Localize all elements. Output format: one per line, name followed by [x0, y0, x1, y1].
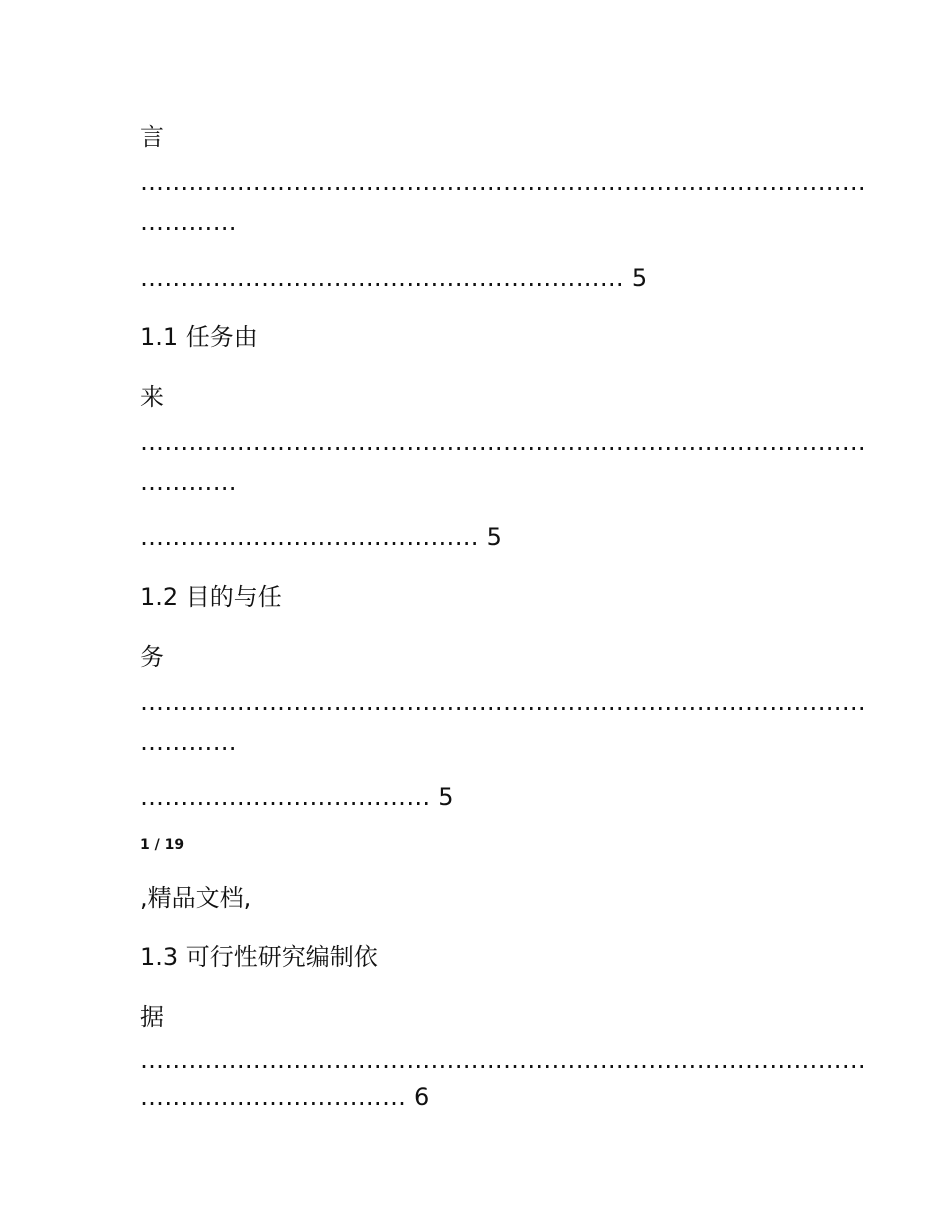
toc-leader-line: ……………………………………………………………………………… [140, 428, 866, 456]
toc-heading-line: 来 [140, 383, 164, 411]
toc-leader-page-line: …………………………………… 5 [140, 523, 503, 551]
document-watermark-text: ,精品文档, [140, 884, 252, 912]
toc-leader-page-line: …………………………… 6 [140, 1083, 430, 1111]
toc-leader-line: ………… [140, 208, 237, 236]
toc-leader-line: ……………………………………………………………………………… [140, 688, 866, 716]
page-indicator: 1 / 19 [140, 837, 185, 853]
toc-heading-line: 1.3 可行性研究编制依 [140, 943, 378, 971]
toc-leader-line: ……………………………………………………………………………… [140, 1046, 866, 1074]
toc-heading-line: 1.2 目的与任 [140, 583, 282, 611]
toc-heading-line: 据 [140, 1003, 164, 1031]
toc-heading-line: 务 [140, 643, 164, 671]
toc-leader-line: ………… [140, 728, 237, 756]
toc-heading-line: 言 [140, 123, 164, 151]
toc-leader-line: ………… [140, 468, 237, 496]
toc-leader-page-line: ……………………………… 5 [140, 783, 454, 811]
toc-leader-line: ……………………………………………………………………………… [140, 168, 866, 196]
toc-heading-line: 1.1 任务由 [140, 323, 258, 351]
toc-leader-page-line: …………………………………………………… 5 [140, 264, 648, 292]
